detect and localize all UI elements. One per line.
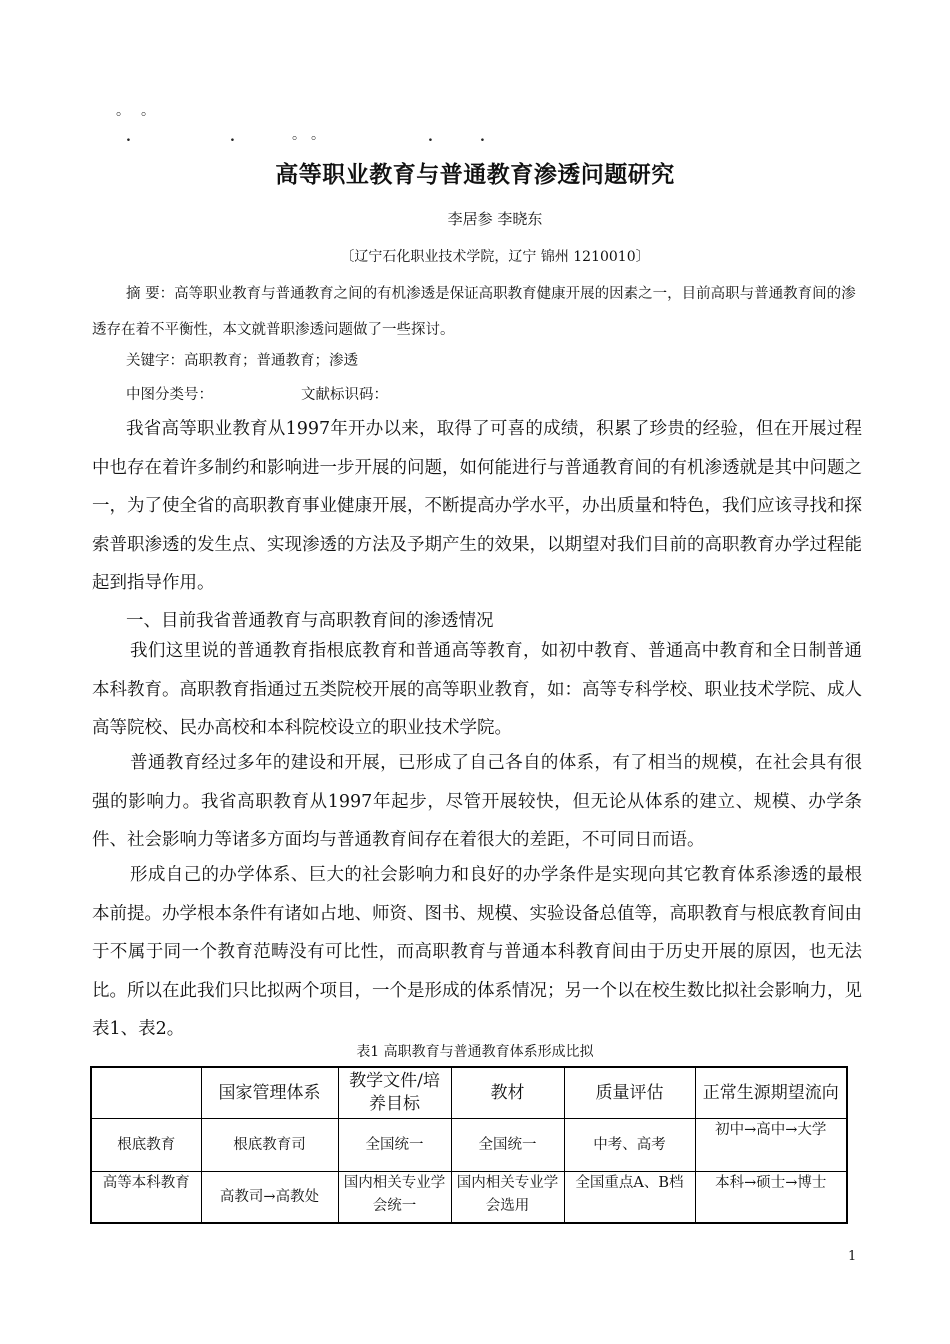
- page-number: 1: [848, 1249, 857, 1264]
- table-cell: 全国统一: [338, 1119, 451, 1172]
- classification-line: [126, 377, 896, 413]
- table-cell: 根底教育司: [201, 1119, 338, 1172]
- paragraph-2: 我们这里说的普通教育指根底教育和普通高等教育，如初中教育、普通高中教育和全日制普通本科教育。高职教育指通过五类院校开展的高等职业教育，如：高等专科学校、职业技术学院、成人高等院校、民办高校和本科院校设立的职业技术学院。: [92, 641, 862, 738]
- table-cell: 中考、高考: [564, 1119, 695, 1172]
- comparison-table: [90, 1066, 848, 1224]
- table-header-cell: 教材: [451, 1067, 564, 1119]
- table-cell: 根底教育: [91, 1119, 201, 1172]
- abstract: 摘 要：高等职业教育与普通教育之间的有机渗透是保证高职教育健康开展的因素之一，目前高职与普通教育间的渗透存在着不平衡性，本文就普职渗透问题做了一些探讨。: [92, 286, 856, 338]
- paragraph-4: 形成自己的办学体系、巨大的社会影响力和良好的办学条件是实现向其它教育体系渗透的最根本前提。办学根本条件有诸如占地、师资、图书、规模、实验设备总值等，高职教育与根底教育间由于不属于同一个教育范畴没有可比性，而高职教育与普通本科教育间由于历史开展的原因，也无法比。所以在此我们只比拟两个项目，一个是形成的体系情况；另一个以在校生数比拟社会影响力，见表1、表2。: [92, 865, 862, 1039]
- stray-marks-row1: 。。: [116, 103, 173, 119]
- table-header-cell: [91, 1067, 201, 1119]
- section-heading-1: 一、目前我省普通教育与高职教育间的渗透情况: [126, 611, 494, 631]
- table-cell: 本科→硕士→博士: [695, 1172, 847, 1224]
- stray-mark: .: [480, 129, 485, 145]
- keywords: 关键字：高职教育；普通教育；渗透: [126, 353, 358, 369]
- paragraph-1: 我省高等职业教育从1997年开办以来，取得了可喜的成绩，积累了珍贵的经验，但在开展过程中也存在着许多制约和影响进一步开展的问题，如何能进行与普通教育间的有机渗透就是其中问题之一，为了使全省的高职教育事业健康开展，不断提高办学水平，办出质量和特色，我们应该寻找和探索普职渗透的发生点、实现渗透的方法及予期产生的效果，以期望对我们目前的高职教育办学过程能起到指导作用。: [92, 419, 862, 593]
- table-cell: 国内相关专业学会统一: [338, 1172, 451, 1224]
- table-cell: 初中→高中→大学: [695, 1119, 847, 1172]
- table-header-cell: 教学文件/培养目标: [338, 1067, 451, 1119]
- table-header-cell: 正常生源期望流向: [695, 1067, 847, 1119]
- table-header-row: [91, 1067, 847, 1119]
- table-row: [91, 1172, 847, 1224]
- table-cell: 全国重点A、B档: [564, 1172, 695, 1224]
- paper-affiliation: 〔辽宁石化职业技术学院，辽宁 锦州 1210010〕: [340, 249, 650, 265]
- paper-title: 高等职业教育与普通教育渗透问题研究: [275, 161, 675, 188]
- stray-mark: 。。: [292, 127, 337, 143]
- table-row: [91, 1119, 847, 1172]
- stray-mark: .: [428, 129, 433, 145]
- clc-label: 中图分类号：: [126, 387, 213, 403]
- doc-code-label: 文献标识码：: [301, 387, 388, 403]
- table-cell: 全国统一: [451, 1119, 564, 1172]
- table-cell: 高教司→高教处: [201, 1172, 338, 1224]
- table-cell: 国内相关专业学会选用: [451, 1172, 564, 1224]
- paragraph-3: 普通教育经过多年的建设和开展，已形成了自己各自的体系，有了相当的规模，在社会具有很强的影响力。我省高职教育从1997年起步，尽管开展较快，但无论从体系的建立、规模、办学条件、社会影响力等诸多方面均与普通教育间存在着很大的差距，不可同日而语。: [92, 753, 862, 850]
- stray-mark: .: [230, 129, 235, 145]
- table-caption: 表1 高职教育与普通教育体系形成比拟: [356, 1044, 594, 1060]
- table-cell: 高等本科教育: [91, 1172, 201, 1224]
- table-header-cell: 国家管理体系: [201, 1067, 338, 1119]
- table-header-cell: 质量评估: [564, 1067, 695, 1119]
- stray-mark: .: [126, 129, 131, 145]
- paper-authors: 李居参 李晓东: [447, 210, 543, 228]
